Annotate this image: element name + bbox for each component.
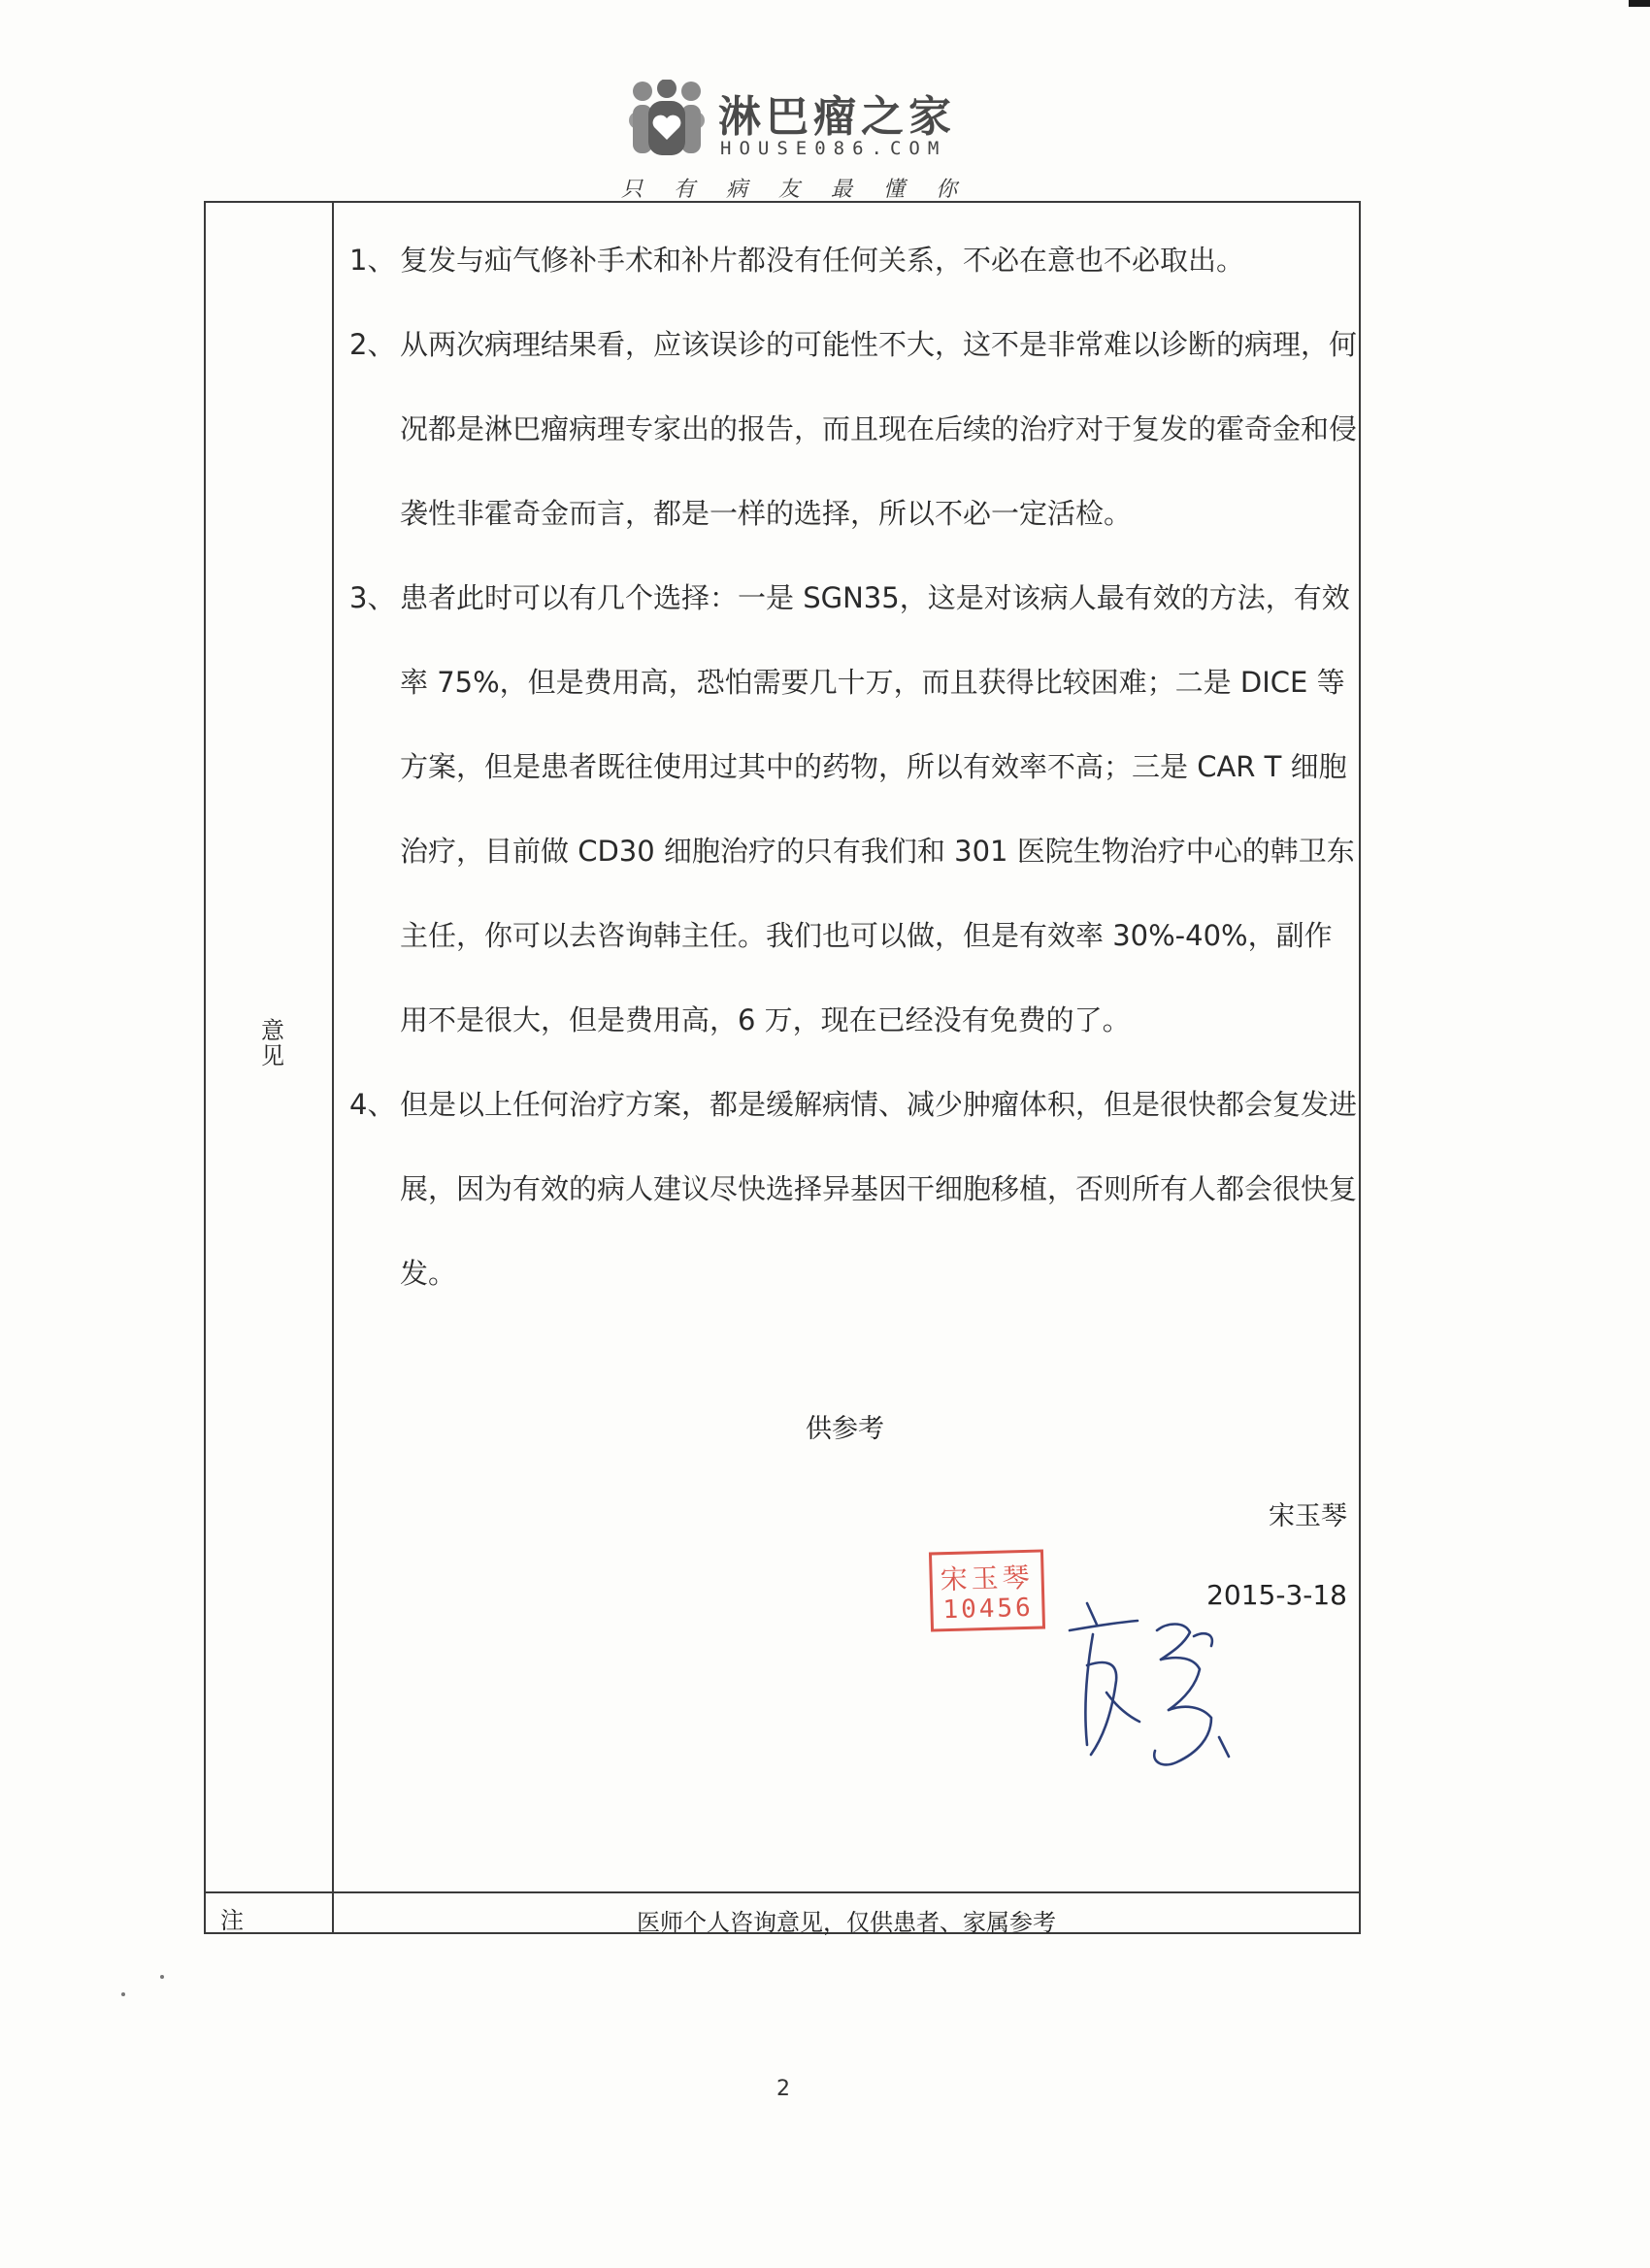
seal-id: 10456	[942, 1593, 1035, 1626]
opinion-item	[349, 218, 1359, 303]
closing-remark: 供参考	[806, 1414, 884, 1444]
opinion-list	[349, 218, 1359, 1316]
item-text: 患者此时可以有几个选择：一是 SGN35，这是对该病人最有效的方法，有效率 75%，但是费用高，恐怕需要几十万，而且获得比较困难；二是 DICE 等方案，但是患者既往使用过其中的药物，所以有效率不高；三是 CAR T 细胞治疗，目前做 CD30 细胞治疗的只有我们和 301 医院生物治疗中心的韩卫东主任，你可以去咨询韩主任。我们也可以做，但是有效率 30%-40%，副作用不是很大，但是费用高，6 万，现在已经没有免费的了。	[400, 581, 1355, 1036]
opinion-item	[349, 556, 1359, 1063]
brand-url: HOUSE086.COM	[720, 138, 947, 159]
note-text: 医师个人咨询意见，仅供患者、家属参考	[637, 1909, 1056, 1936]
row-divider	[206, 1891, 1359, 1893]
handwritten-signature	[1048, 1592, 1242, 1776]
signature-date: 2015-3-18	[1206, 1579, 1347, 1611]
item-number: 4、	[349, 1088, 396, 1121]
column-divider	[332, 203, 334, 1932]
seal-name: 宋玉琴	[940, 1561, 1035, 1596]
opinion-item	[349, 1063, 1359, 1316]
opinion-label: 意见	[261, 1017, 284, 1069]
item-text: 复发与疝气修补手术和补片都没有任何关系，不必在意也不必取出。	[400, 244, 1245, 277]
scan-speck	[121, 1992, 125, 1996]
family-heart-icon	[627, 80, 707, 159]
doctor-seal-stamp	[929, 1549, 1045, 1631]
page-number: 2	[776, 2077, 790, 2101]
scan-edge-mark	[1629, 0, 1650, 7]
brand-slogan: 只有病友最懂你	[621, 178, 989, 202]
opinion-item	[349, 303, 1359, 556]
item-number: 2、	[349, 328, 396, 361]
note-label: 注	[220, 1907, 244, 1934]
brand-name: 淋巴瘤之家	[718, 92, 956, 142]
item-text: 但是以上任何治疗方案，都是缓解病情、减少肿瘤体积，但是很快都会复发进展，因为有效的病人建议尽快选择异基因干细胞移植，否则所有人都会很快复发。	[400, 1088, 1358, 1290]
doctor-name: 宋玉琴	[1269, 1501, 1347, 1531]
scan-speck	[160, 1975, 164, 1979]
item-number: 3、	[349, 581, 396, 614]
item-text: 从两次病理结果看，应该误诊的可能性不大，这不是非常难以诊断的病理，何况都是淋巴瘤病理专家出的报告，而且现在后续的治疗对于复发的霍奇金和侵袭性非霍奇金而言，都是一样的选择，所以不必一定活检。	[400, 328, 1358, 530]
item-number: 1、	[349, 244, 396, 277]
site-logo	[621, 78, 989, 204]
